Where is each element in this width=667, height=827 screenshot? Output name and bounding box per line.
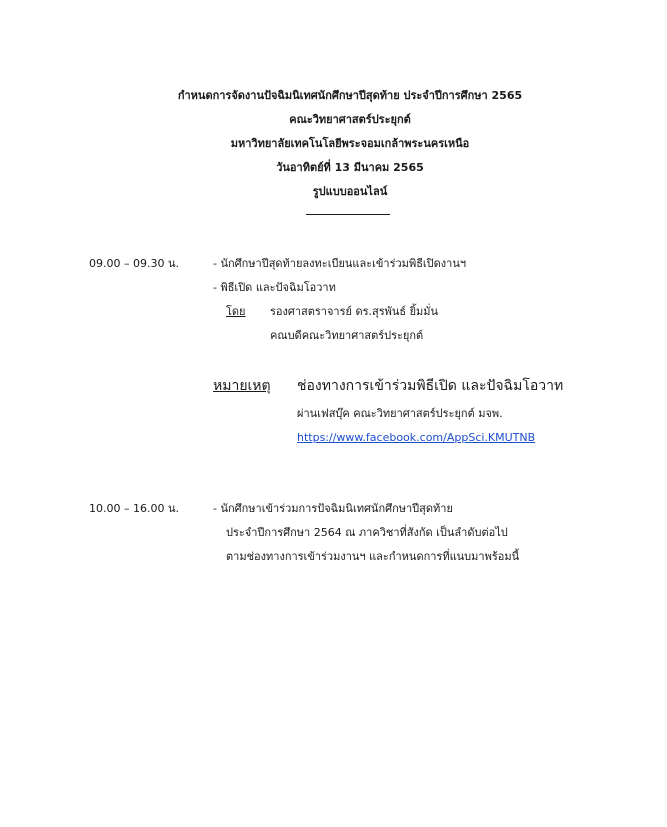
note-heading: ช่องทางการเข้าร่วมพิธีเปิด และปัจฉิมโอวาท — [297, 378, 564, 394]
speaker-name: รองศาสตราจารย์ ดร.สุรพันธ์ ยิ้มมั่น — [270, 305, 439, 318]
header-divider — [306, 214, 390, 215]
session1-item-registration: - นักศึกษาปีสุดท้ายลงทะเบียนและเข้าร่วมพิธีเปิดงานฯ — [213, 257, 467, 270]
speaker-title: คณบดีคณะวิทยาศาสตร์ประยุกต์ — [270, 329, 424, 342]
event-format: รูปแบบออนไลน์ — [312, 185, 388, 198]
session2-line3: ตามช่องทางการเข้าร่วมงานฯ และกำหนดการที่แนบมาพร้อมนี้ — [226, 550, 520, 563]
doc-title: กำหนดการจัดงานปัจฉิมนิเทศนักศึกษาปีสุดท้าย ประจำปีการศึกษา 2565 — [177, 89, 523, 102]
facebook-link[interactable]: https://www.facebook.com/AppSci.KMUTNB — [297, 431, 536, 444]
session2-line1: - นักศึกษาเข้าร่วมการปัจฉิมนิเทศนักศึกษาปีสุดท้าย — [213, 502, 453, 515]
note-via: ผ่านเฟสบุ๊ค คณะวิทยาศาสตร์ประยุกต์ มจพ. — [297, 407, 503, 420]
faculty-name: คณะวิทยาศาสตร์ประยุกต์ — [289, 113, 411, 126]
session2-time: 10.00 – 16.00 น. — [89, 502, 179, 515]
session2-line2: ประจำปีการศึกษา 2564 ณ ภาควิชาที่สังกัด เป็นลำดับต่อไป — [226, 526, 508, 539]
event-date: วันอาทิตย์ที่ 13 มีนาคม 2565 — [276, 161, 424, 174]
session1-time: 09.00 – 09.30 น. — [89, 257, 179, 270]
session1-item-opening: - พิธีเปิด และปัจฉิมโอวาท — [213, 281, 336, 294]
university-name: มหาวิทยาลัยเทคโนโลยีพระจอมเกล้าพระนครเหนือ — [230, 137, 470, 150]
note-label: หมายเหตุ — [213, 378, 271, 394]
by-label: โดย — [226, 305, 246, 318]
